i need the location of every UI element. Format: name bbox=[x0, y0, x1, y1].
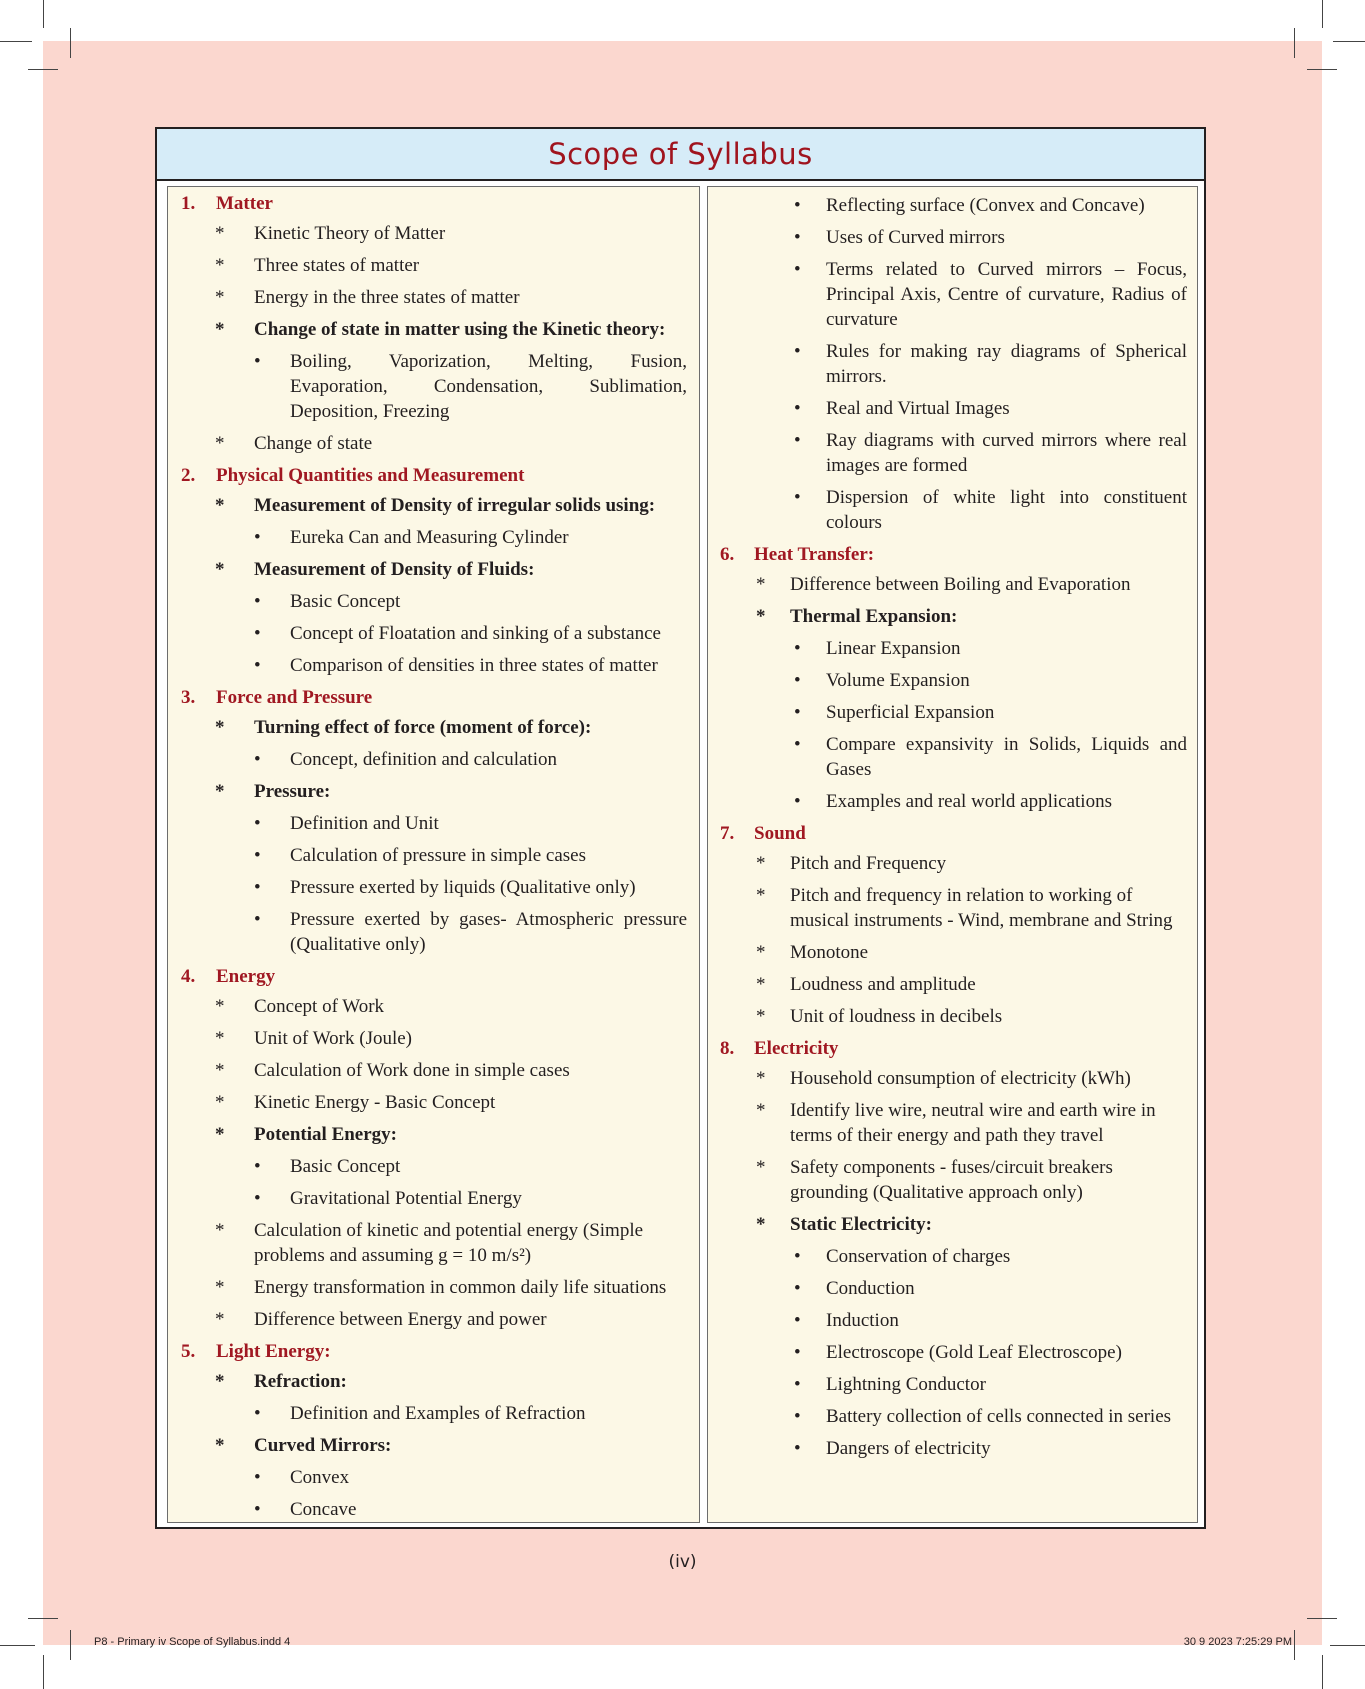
topic-item bbox=[708, 1066, 1197, 1091]
asterisk-icon: * bbox=[215, 1028, 225, 1049]
item-text: Difference between Energy and power bbox=[254, 1309, 547, 1330]
asterisk-icon: * bbox=[756, 1006, 766, 1027]
item-text: Monotone bbox=[790, 942, 869, 963]
section-number: 7. bbox=[720, 823, 735, 844]
page-title: Scope of Syllabus bbox=[548, 137, 813, 171]
item-text: Calculation of pressure in simple cases bbox=[290, 845, 587, 866]
subtopic-item bbox=[708, 700, 1197, 725]
bullet-icon: • bbox=[794, 734, 801, 755]
item-text: Eureka Can and Measuring Cylinder bbox=[290, 527, 569, 548]
item-text: Convex bbox=[290, 1467, 350, 1488]
section-heading bbox=[708, 1036, 1197, 1061]
subtopic-item bbox=[708, 1340, 1197, 1365]
item-text: Household consumption of electricity (kWh) bbox=[790, 1068, 1131, 1089]
footer-file-name: P8 - Primary iv Scope of Syllabus.indd 4 bbox=[94, 1636, 291, 1648]
item-text: Concave bbox=[290, 1499, 357, 1520]
topic-item bbox=[168, 1026, 699, 1051]
item-text: Loudness and amplitude bbox=[790, 974, 976, 995]
subtopic-item bbox=[708, 257, 1197, 332]
syllabus-box bbox=[155, 127, 1206, 1529]
subtopic-item bbox=[168, 747, 699, 772]
section-heading bbox=[168, 964, 699, 989]
subtopic-item bbox=[708, 193, 1197, 218]
item-text: Real and Virtual Images bbox=[826, 398, 1010, 419]
asterisk-icon: * bbox=[215, 287, 225, 308]
asterisk-icon: * bbox=[215, 559, 225, 580]
subtopic-item bbox=[708, 396, 1197, 421]
subtopic-item bbox=[708, 1372, 1197, 1397]
item-text: Examples and real world applications bbox=[826, 791, 1112, 812]
topic-item bbox=[168, 431, 699, 456]
bullet-icon: • bbox=[794, 1246, 801, 1267]
bullet-icon: • bbox=[794, 1278, 801, 1299]
item-text: Conduction bbox=[826, 1278, 915, 1299]
item-text: Turning effect of force (moment of force): bbox=[254, 717, 592, 738]
item-text: Energy transformation in common daily life situations bbox=[254, 1277, 667, 1298]
asterisk-icon: * bbox=[215, 223, 225, 244]
item-text: Concept of Work bbox=[254, 996, 385, 1017]
subtopic-item bbox=[708, 1436, 1197, 1461]
crop-mark bbox=[1307, 1618, 1337, 1619]
crop-mark bbox=[1294, 1630, 1295, 1660]
subtopic-item bbox=[168, 1186, 699, 1211]
section-number: 8. bbox=[720, 1038, 735, 1059]
item-text: Curved Mirrors: bbox=[254, 1435, 392, 1456]
bullet-icon: • bbox=[254, 351, 261, 372]
item-text: Superficial Expansion bbox=[826, 702, 995, 723]
page-number: (iv) bbox=[668, 1552, 697, 1572]
item-text: Pressure: bbox=[254, 781, 331, 802]
item-text: Pressure exerted by liquids (Qualitative only) bbox=[290, 877, 636, 898]
bullet-icon: • bbox=[794, 227, 801, 248]
section-title: Physical Quantities and Measurement bbox=[216, 465, 525, 486]
bullet-icon: • bbox=[254, 1156, 261, 1177]
item-text: Pressure exerted by gases- Atmospheric pressure (Qualitative only) bbox=[290, 909, 687, 955]
subtopic-item bbox=[708, 339, 1197, 389]
bullet-icon: • bbox=[794, 398, 801, 419]
subtopic-item bbox=[168, 1154, 699, 1179]
item-text: Basic Concept bbox=[290, 1156, 401, 1177]
topic-item bbox=[168, 1433, 699, 1458]
subtopic-item bbox=[168, 1401, 699, 1426]
bullet-icon: • bbox=[254, 1467, 261, 1488]
topic-item bbox=[168, 253, 699, 278]
left-column bbox=[167, 186, 700, 1523]
topic-item bbox=[708, 604, 1197, 629]
item-text: Battery collection of cells connected in series bbox=[826, 1406, 1172, 1427]
section-heading bbox=[708, 821, 1197, 846]
subtopic-item bbox=[708, 225, 1197, 250]
crop-mark bbox=[28, 69, 58, 70]
asterisk-icon: * bbox=[756, 885, 766, 906]
section-heading bbox=[708, 542, 1197, 567]
topic-item bbox=[168, 994, 699, 1019]
asterisk-icon: * bbox=[215, 1309, 225, 1330]
topic-item bbox=[168, 1275, 699, 1300]
item-text: Difference between Boiling and Evaporation bbox=[790, 574, 1131, 595]
bullet-icon: • bbox=[794, 1374, 801, 1395]
section-heading bbox=[168, 685, 699, 710]
bullet-icon: • bbox=[254, 909, 261, 930]
asterisk-icon: * bbox=[215, 433, 225, 454]
subtopic-item bbox=[168, 525, 699, 550]
subtopic-item bbox=[168, 843, 699, 868]
subtopic-item bbox=[708, 1244, 1197, 1269]
asterisk-icon: * bbox=[215, 255, 225, 276]
section-title: Electricity bbox=[754, 1038, 839, 1059]
item-text: Refraction: bbox=[254, 1371, 347, 1392]
crop-mark bbox=[0, 41, 32, 42]
bullet-icon: • bbox=[254, 527, 261, 548]
subtopic-item bbox=[168, 589, 699, 614]
subtopic-item bbox=[708, 485, 1197, 535]
subtopic-item bbox=[708, 789, 1197, 814]
item-text: Induction bbox=[826, 1310, 899, 1331]
asterisk-icon: * bbox=[215, 717, 225, 738]
bullet-icon: • bbox=[254, 1188, 261, 1209]
item-text: Definition and Examples of Refraction bbox=[290, 1403, 586, 1424]
crop-mark bbox=[1294, 28, 1295, 58]
bullet-icon: • bbox=[254, 655, 261, 676]
subtopic-item bbox=[168, 349, 699, 424]
item-text: Kinetic Theory of Matter bbox=[254, 223, 446, 244]
item-text: Three states of matter bbox=[254, 255, 420, 276]
item-text: Potential Energy: bbox=[254, 1124, 398, 1145]
item-text: Volume Expansion bbox=[826, 670, 970, 691]
item-text: Comparison of densities in three states of matter bbox=[290, 655, 658, 676]
topic-item bbox=[708, 1098, 1197, 1148]
bullet-icon: • bbox=[794, 341, 801, 362]
item-text: Definition and Unit bbox=[290, 813, 439, 834]
section-title: Sound bbox=[754, 823, 806, 844]
item-text: Measurement of Density of Fluids: bbox=[254, 559, 535, 580]
section-number: 2. bbox=[181, 465, 196, 486]
crop-mark bbox=[43, 0, 44, 28]
asterisk-icon: * bbox=[756, 942, 766, 963]
bullet-icon: • bbox=[254, 813, 261, 834]
bullet-icon: • bbox=[254, 845, 261, 866]
asterisk-icon: * bbox=[756, 574, 766, 595]
topic-item bbox=[168, 1369, 699, 1394]
topic-item bbox=[708, 1155, 1197, 1205]
bullet-icon: • bbox=[254, 591, 261, 612]
bullet-icon: • bbox=[254, 1403, 261, 1424]
topic-item bbox=[168, 317, 699, 342]
subtopic-item bbox=[708, 732, 1197, 782]
asterisk-icon: * bbox=[215, 1435, 225, 1456]
item-text: Measurement of Density of irregular solids using: bbox=[254, 495, 656, 516]
crop-mark bbox=[43, 1655, 44, 1689]
asterisk-icon: * bbox=[215, 1092, 225, 1113]
topic-item bbox=[168, 493, 699, 518]
item-text: Static Electricity: bbox=[790, 1214, 932, 1235]
topic-item bbox=[708, 572, 1197, 597]
item-text: Reflecting surface (Convex and Concave) bbox=[826, 195, 1145, 216]
crop-mark bbox=[1322, 1655, 1323, 1689]
bullet-icon: • bbox=[794, 487, 801, 508]
item-text: Pitch and Frequency bbox=[790, 853, 947, 874]
bullet-icon: • bbox=[794, 195, 801, 216]
bullet-icon: • bbox=[794, 1438, 801, 1459]
asterisk-icon: * bbox=[756, 606, 766, 627]
topic-item bbox=[168, 221, 699, 246]
subtopic-item bbox=[168, 811, 699, 836]
crop-mark bbox=[1330, 1645, 1365, 1646]
topic-item bbox=[168, 1122, 699, 1147]
topic-item bbox=[168, 1058, 699, 1083]
subtopic-item bbox=[168, 1465, 699, 1490]
topic-item bbox=[708, 883, 1197, 933]
asterisk-icon: * bbox=[756, 1157, 766, 1178]
item-text: Kinetic Energy - Basic Concept bbox=[254, 1092, 496, 1113]
crop-mark bbox=[70, 1630, 71, 1660]
section-number: 4. bbox=[181, 966, 196, 987]
crop-mark bbox=[1307, 69, 1337, 70]
item-text: Rules for making ray diagrams of Spherical mirrors. bbox=[826, 341, 1187, 387]
bullet-icon: • bbox=[794, 259, 801, 280]
subtopic-item bbox=[708, 636, 1197, 661]
topic-item bbox=[168, 1307, 699, 1332]
topic-item bbox=[708, 851, 1197, 876]
subtopic-item bbox=[708, 1276, 1197, 1301]
section-heading bbox=[168, 191, 699, 216]
item-text: Ray diagrams with curved mirrors where real images are formed bbox=[826, 430, 1187, 476]
subtopic-item bbox=[168, 907, 699, 957]
asterisk-icon: * bbox=[215, 1124, 225, 1145]
subtopic-item bbox=[708, 428, 1197, 478]
subtopic-item bbox=[168, 1497, 699, 1522]
topic-item bbox=[168, 557, 699, 582]
bullet-icon: • bbox=[794, 638, 801, 659]
crop-mark bbox=[1322, 0, 1323, 28]
item-text: Safety components - fuses/circuit breakers grounding (Qualitative approach only) bbox=[790, 1157, 1113, 1203]
item-text: Basic Concept bbox=[290, 591, 401, 612]
crop-mark bbox=[1333, 41, 1365, 42]
asterisk-icon: * bbox=[756, 1068, 766, 1089]
item-text: Energy in the three states of matter bbox=[254, 287, 520, 308]
right-column bbox=[707, 186, 1198, 1523]
item-text: Dangers of electricity bbox=[826, 1438, 991, 1459]
section-heading bbox=[168, 463, 699, 488]
bullet-icon: • bbox=[794, 1310, 801, 1331]
asterisk-icon: * bbox=[215, 781, 225, 802]
asterisk-icon: * bbox=[215, 996, 225, 1017]
subtopic-item bbox=[168, 875, 699, 900]
item-text: Boiling, Vaporization, Melting, Fusion, Evaporation, Condensation, Sublimation, Deposition, Freezing bbox=[290, 351, 687, 422]
bullet-icon: • bbox=[254, 623, 261, 644]
item-text: Uses of Curved mirrors bbox=[826, 227, 1005, 248]
asterisk-icon: * bbox=[756, 1214, 766, 1235]
item-text: Identify live wire, neutral wire and earth wire in terms of their energy and path they travel bbox=[790, 1100, 1156, 1146]
bullet-icon: • bbox=[794, 1406, 801, 1427]
bullet-icon: • bbox=[254, 1499, 261, 1520]
section-heading bbox=[168, 1339, 699, 1364]
item-text: Pitch and frequency in relation to working of musical instruments - Wind, membrane and String bbox=[790, 885, 1173, 931]
topic-item bbox=[168, 779, 699, 804]
subtopic-item bbox=[168, 621, 699, 646]
asterisk-icon: * bbox=[756, 1100, 766, 1121]
item-text: Linear Expansion bbox=[826, 638, 961, 659]
item-text: Gravitational Potential Energy bbox=[290, 1188, 522, 1209]
asterisk-icon: * bbox=[215, 319, 225, 340]
topic-item bbox=[168, 1090, 699, 1115]
asterisk-icon: * bbox=[756, 974, 766, 995]
item-text: Conservation of charges bbox=[826, 1246, 1011, 1267]
item-text: Concept of Floatation and sinking of a substance bbox=[290, 623, 661, 644]
item-text: Dispersion of white light into constituent colours bbox=[826, 487, 1187, 533]
footer-timestamp: 30 9 2023 7:25:29 PM bbox=[1183, 1636, 1292, 1648]
subtopic-item bbox=[168, 653, 699, 678]
asterisk-icon: * bbox=[215, 495, 225, 516]
crop-mark bbox=[70, 28, 71, 58]
item-text: Unit of loudness in decibels bbox=[790, 1006, 1003, 1027]
topic-item bbox=[708, 1004, 1197, 1029]
asterisk-icon: * bbox=[215, 1277, 225, 1298]
bullet-icon: • bbox=[254, 749, 261, 770]
subtopic-item bbox=[708, 1404, 1197, 1429]
asterisk-icon: * bbox=[756, 853, 766, 874]
section-number: 5. bbox=[181, 1341, 196, 1362]
asterisk-icon: * bbox=[215, 1371, 225, 1392]
topic-item bbox=[708, 940, 1197, 965]
item-text: Calculation of kinetic and potential energy (Simple problems and assuming g = 10 m/s²) bbox=[254, 1220, 644, 1266]
section-number: 6. bbox=[720, 544, 735, 565]
item-text: Compare expansivity in Solids, Liquids and Gases bbox=[826, 734, 1187, 780]
item-text: Change of state bbox=[254, 433, 373, 454]
item-text: Thermal Expansion: bbox=[790, 606, 958, 627]
bullet-icon: • bbox=[794, 702, 801, 723]
crop-mark bbox=[0, 1645, 35, 1646]
item-text: Terms related to Curved mirrors – Focus, Principal Axis, Centre of curvature, Radius of curvature bbox=[826, 259, 1187, 330]
item-text: Lightning Conductor bbox=[826, 1374, 986, 1395]
section-number: 1. bbox=[181, 193, 196, 214]
section-title: Energy bbox=[216, 966, 276, 987]
bullet-icon: • bbox=[794, 430, 801, 451]
section-number: 3. bbox=[181, 687, 196, 708]
topic-item bbox=[708, 1212, 1197, 1237]
topic-item bbox=[708, 972, 1197, 997]
item-text: Calculation of Work done in simple cases bbox=[254, 1060, 570, 1081]
item-text: Unit of Work (Joule) bbox=[254, 1028, 413, 1049]
item-text: Concept, definition and calculation bbox=[290, 749, 557, 770]
bullet-icon: • bbox=[794, 670, 801, 691]
bullet-icon: • bbox=[794, 791, 801, 812]
section-title: Matter bbox=[216, 193, 273, 214]
section-title: Heat Transfer: bbox=[754, 544, 875, 565]
crop-mark bbox=[28, 1618, 58, 1619]
bullet-icon: • bbox=[794, 1342, 801, 1363]
asterisk-icon: * bbox=[215, 1060, 225, 1081]
section-title: Light Energy: bbox=[216, 1341, 331, 1362]
subtopic-item bbox=[708, 1308, 1197, 1333]
section-title: Force and Pressure bbox=[216, 687, 373, 708]
bullet-icon: • bbox=[254, 877, 261, 898]
item-text: Electroscope (Gold Leaf Electroscope) bbox=[826, 1342, 1122, 1363]
subtopic-item bbox=[708, 668, 1197, 693]
topic-item bbox=[168, 285, 699, 310]
topic-item bbox=[168, 1218, 699, 1268]
topic-item bbox=[168, 715, 699, 740]
syllabus-header bbox=[157, 129, 1204, 181]
item-text: Change of state in matter using the Kinetic theory: bbox=[254, 319, 666, 340]
asterisk-icon: * bbox=[215, 1220, 225, 1241]
